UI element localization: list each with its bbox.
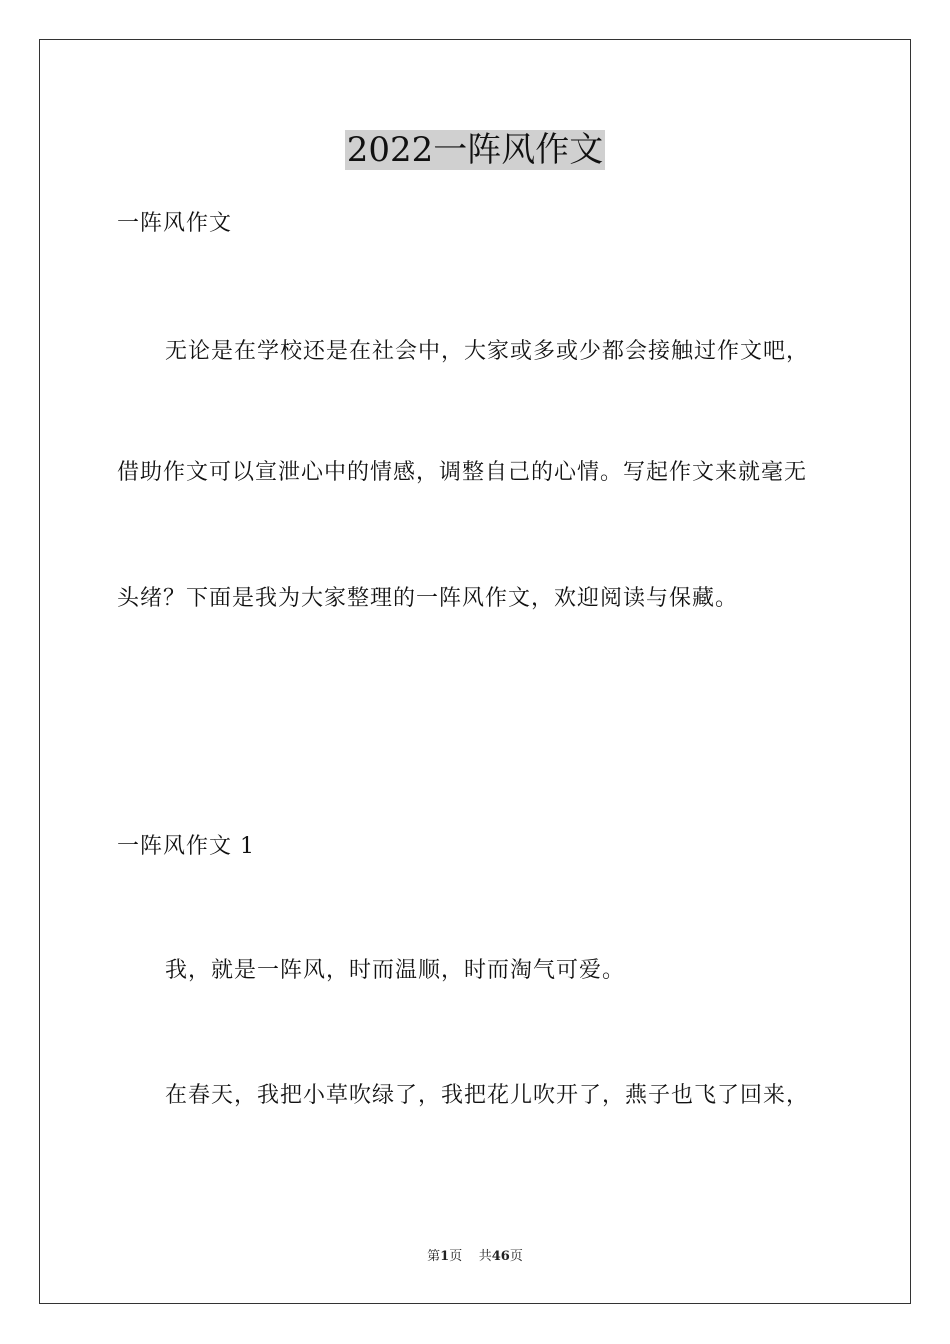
footer-page-number: 1 — [440, 1249, 450, 1264]
footer-total-prefix: 共 — [478, 1249, 492, 1264]
document-title-text: 2022一阵风作文 — [346, 130, 604, 170]
intro-line-3: 头绪？下面是我为大家整理的一阵风作文，欢迎阅读与保藏。 — [117, 586, 739, 611]
body-line-2: 在春天，我把小草吹绿了，我把花儿吹开了，燕子也飞了回来， — [165, 1083, 810, 1108]
document-title — [0, 128, 950, 172]
footer-total-pages: 46 — [491, 1249, 510, 1264]
intro-line-1: 无论是在学校还是在社会中，大家或多或少都会接触过作文吧， — [165, 339, 810, 364]
footer-page-suffix: 页 — [449, 1249, 463, 1264]
footer-total-suffix: 页 — [509, 1249, 523, 1264]
section-heading: 一阵风作文 1 — [117, 834, 255, 859]
footer-page-prefix: 第 — [427, 1249, 441, 1264]
body-line-1: 我，就是一阵风，时而温顺，时而淘气可爱。 — [165, 958, 626, 983]
intro-line-2: 借助作文可以宣泄心中的情感，调整自己的心情。写起作文来就毫无 — [117, 460, 808, 485]
page-footer — [0, 1248, 950, 1266]
document-subtitle: 一阵风作文 — [117, 211, 233, 236]
